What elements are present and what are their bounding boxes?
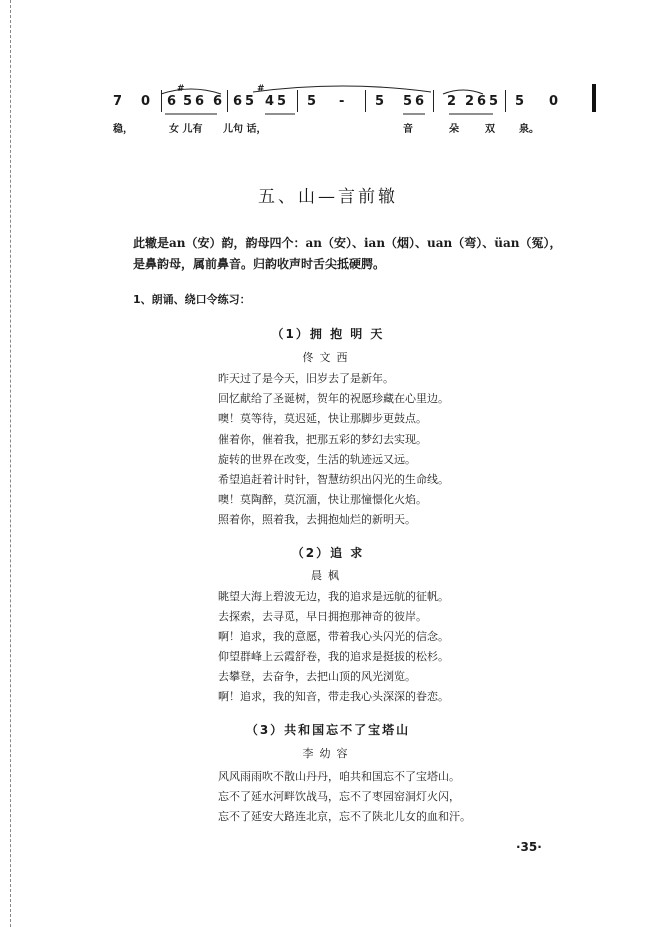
intro-text-line: 此辙是an（安）韵，韵母四个：an（安）、ian（烟）、uan（弯）、üan（冤）， <box>133 236 562 250</box>
poem-line: 仰望群峰上云霞舒卷，我的追求是挺拔的松杉。 <box>218 650 449 663</box>
lyric: 稳， <box>113 124 133 135</box>
poem-title: （1）拥 抱 明 天 <box>271 327 385 341</box>
note: 6 <box>213 94 223 109</box>
poem-line: 催着你，催着我，把那五彩的梦幻去实现。 <box>218 433 427 446</box>
poem-line: 忘不了延安大路连北京，忘不了陕北儿女的血和汗。 <box>218 810 471 823</box>
bar-line <box>365 90 366 112</box>
lyric: 泉。 <box>519 124 539 135</box>
poem-author: 佟文西 <box>302 351 354 364</box>
subsection-heading: 1、朗诵、绕口令练习： <box>133 293 251 306</box>
poem-title: （3）共和国忘不了宝塔山 <box>245 723 411 737</box>
poem-line: 噢！莫等待，莫迟延，快让那脚步更鼓点。 <box>218 412 427 425</box>
note: 4 <box>265 94 275 109</box>
note: 5 <box>307 94 317 109</box>
page-number: ·35· <box>516 840 542 854</box>
poem-line: 啊！追求，我的意愿，带着我心头闪光的信念。 <box>218 630 449 643</box>
note: 2 <box>447 94 457 109</box>
poem-author: 李幼容 <box>302 747 354 760</box>
poem-line: 昨天过了是今天，旧岁去了是新年。 <box>218 372 394 385</box>
bar-line <box>227 90 228 112</box>
note: 5 <box>245 94 255 109</box>
bar-line <box>433 90 434 112</box>
lyric: 双 <box>485 124 495 135</box>
poem-line: 回忆献给了圣诞树，贺年的祝愿珍藏在心里边。 <box>218 392 449 405</box>
note: 5 <box>515 94 525 109</box>
poem-line: 风风雨雨吹不散山丹丹，咱共和国忘不了宝塔山。 <box>218 770 460 783</box>
note: 0 <box>549 94 559 109</box>
poem-line: 旋转的世界在改变，生活的轨迹远又远。 <box>218 453 416 466</box>
note: 6 <box>233 94 243 109</box>
bar-line <box>505 90 506 112</box>
lyric: 女 儿有 <box>169 124 203 135</box>
note: 5 <box>375 94 385 109</box>
lyric: 儿句 话， <box>223 124 267 135</box>
note: 6 <box>477 94 487 109</box>
note: 6 <box>195 94 205 109</box>
poem-line: 啊！追求，我的知音，带走我心头深深的眷恋。 <box>218 690 449 703</box>
note: 6 <box>415 94 425 109</box>
note: - <box>339 94 345 109</box>
poem-title: （2）追 求 <box>291 546 365 560</box>
note: 5 <box>183 94 193 109</box>
lyric: 音 <box>403 124 413 135</box>
music-score <box>113 80 593 155</box>
measure-number: 7 <box>113 94 123 109</box>
section-title: 五、山—言前辙 <box>258 187 398 207</box>
final-bar-line <box>592 84 596 112</box>
note: 0 <box>141 94 151 109</box>
bar-line <box>161 90 162 112</box>
sharp-sign: # <box>257 84 265 94</box>
note: 5 <box>403 94 413 109</box>
intro-text-line: 是鼻韵母，属前鼻音。归韵收声时舌尖抵硬腭。 <box>133 257 386 271</box>
poem-line: 眺望大海上碧波无边，我的追求是远航的征帆。 <box>218 590 449 603</box>
note: 2 <box>465 94 475 109</box>
poem-author: 晨枫 <box>311 569 345 582</box>
scan-edge-line <box>10 0 11 927</box>
sharp-sign: # <box>177 84 185 94</box>
note: 5 <box>277 94 287 109</box>
poem-line: 照着你，照着我，去拥抱灿烂的新明天。 <box>218 513 416 526</box>
note: 6 <box>167 94 177 109</box>
poem-line: 希望追赶着计时针，智慧纺织出闪光的生命线。 <box>218 473 449 486</box>
poem-line: 忘不了延水河畔饮战马，忘不了枣园窑洞灯火闪， <box>218 790 460 803</box>
poem-line: 噢！莫陶醉，莫沉湎，快让那憧憬化火焰。 <box>218 493 427 506</box>
lyric: 朵 <box>449 124 459 135</box>
bar-line <box>297 90 298 112</box>
poem-line: 去攀登，去奋争，去把山顶的风光浏览。 <box>218 670 416 683</box>
poem-line: 去探索，去寻觅，早日拥抱那神奇的彼岸。 <box>218 610 427 623</box>
note: 5 <box>489 94 499 109</box>
